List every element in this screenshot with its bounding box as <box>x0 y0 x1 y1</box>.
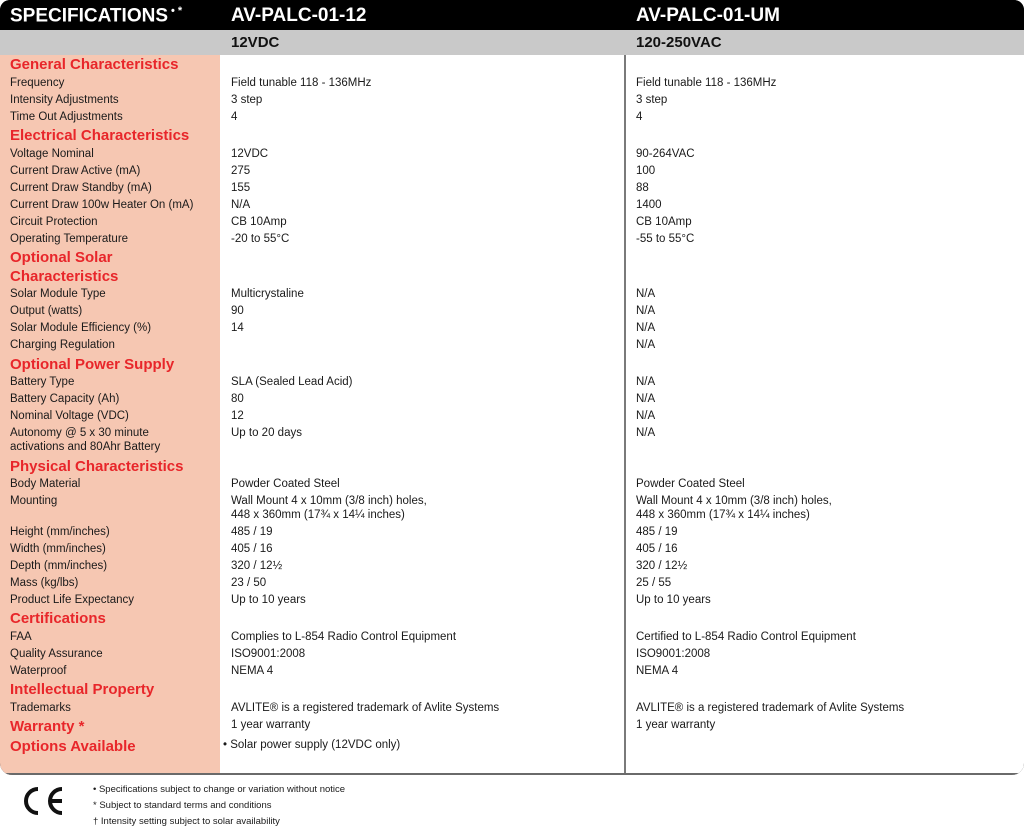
row-value-model1: Up to 10 years <box>231 594 306 606</box>
row-value-model2: Up to 10 years <box>636 594 711 606</box>
footnote-specifications: • Specifications subject to change or variation without notice <box>93 784 346 795</box>
row-value-model2: N/A <box>636 322 656 334</box>
row-value-model1: 14 <box>231 322 244 334</box>
section-solar-line1: Optional Solar <box>10 249 113 266</box>
model1-column <box>220 55 624 775</box>
row-value-model2: N/A <box>636 305 656 317</box>
row-label: Product Life Expectancy <box>10 594 135 606</box>
row-value-model2: N/A <box>636 376 656 388</box>
row-value-model1: CB 10Amp <box>231 216 287 228</box>
row-value-model1: 90 <box>231 305 244 317</box>
row-value-model2-continued: 448 x 360mm (17¾ x 14¼ inches) <box>636 509 810 521</box>
row-value-model2: CB 10Amp <box>636 216 692 228</box>
row-value-model2: Powder Coated Steel <box>636 478 745 490</box>
row-value-model1: 12VDC <box>231 148 269 160</box>
row-label: Waterproof <box>10 665 67 677</box>
row-label: Intensity Adjustments <box>10 94 119 106</box>
row-label: Height (mm/inches) <box>10 526 110 538</box>
row-value-model2: Certified to L-854 Radio Control Equipment <box>636 631 856 643</box>
ce-mark-icon <box>18 784 70 818</box>
row-value-model2: Field tunable 118 - 136MHz <box>636 77 777 89</box>
row-label: Output (watts) <box>10 305 83 317</box>
row-value-model2: 1400 <box>636 199 662 211</box>
row-value-model1-continued: 448 x 360mm (17¾ x 14¼ inches) <box>231 509 405 521</box>
row-label: Current Draw 100w Heater On (mA) <box>10 199 194 211</box>
row-label: Mounting <box>10 495 58 507</box>
model2-column <box>626 55 1024 775</box>
row-label: Frequency <box>10 77 65 89</box>
row-value-model1: Field tunable 118 - 136MHz <box>231 77 372 89</box>
model2-power: 120-250VAC <box>636 34 722 51</box>
row-label: Operating Temperature <box>10 233 129 245</box>
row-value-model1: Complies to L-854 Radio Control Equipment <box>231 631 457 643</box>
row-value-model2: 88 <box>636 182 649 194</box>
spec-title: SPECIFICATIONS • * <box>10 5 183 27</box>
row-label: FAA <box>10 631 32 643</box>
section-general: General Characteristics <box>10 56 179 73</box>
row-value-model1: -20 to 55°C <box>231 233 290 245</box>
section-options: Options Available <box>10 738 136 755</box>
row-label: Autonomy @ 5 x 30 minute <box>10 427 149 439</box>
row-label: Circuit Protection <box>10 216 98 228</box>
row-label: Current Draw Active (mA) <box>10 165 141 177</box>
row-value-model2: AVLITE® is a registered trademark of Avlite Systems <box>636 702 905 714</box>
row-label: Width (mm/inches) <box>10 543 106 555</box>
warranty-value-model1: 1 year warranty <box>231 719 311 731</box>
row-value-model2: Wall Mount 4 x 10mm (3/8 inch) holes, <box>636 495 832 507</box>
row-label: Time Out Adjustments <box>10 111 123 123</box>
row-value-model1: Up to 20 days <box>231 427 302 439</box>
row-value-model2: N/A <box>636 339 656 351</box>
row-label: Charging Regulation <box>10 339 115 351</box>
row-value-model2: -55 to 55°C <box>636 233 695 245</box>
row-value-model1: ISO9001:2008 <box>231 648 306 660</box>
option-item: • Solar power supply (12VDC only) <box>223 739 401 751</box>
row-label: Depth (mm/inches) <box>10 560 108 572</box>
section-warranty: Warranty * <box>10 718 85 735</box>
row-value-model2: NEMA 4 <box>636 665 679 677</box>
section-physical: Physical Characteristics <box>10 458 184 475</box>
section-certifications: Certifications <box>10 610 106 627</box>
row-value-model2: N/A <box>636 393 656 405</box>
row-label: Battery Type <box>10 376 75 388</box>
row-value-model1: Powder Coated Steel <box>231 478 340 490</box>
subheader-bar <box>0 30 1024 55</box>
row-value-model1: N/A <box>231 199 251 211</box>
row-label: Nominal Voltage (VDC) <box>10 410 129 422</box>
model2-name: AV-PALC-01-UM <box>636 5 780 26</box>
row-value-model2: 320 / 12½ <box>636 560 688 572</box>
row-label: Mass (kg/lbs) <box>10 577 79 589</box>
row-label: Quality Assurance <box>10 648 103 660</box>
section-electrical: Electrical Characteristics <box>10 127 190 144</box>
row-value-model1: AVLITE® is a registered trademark of Avlite Systems <box>231 702 500 714</box>
row-value-model1: 275 <box>231 165 251 177</box>
row-value-model1: 405 / 16 <box>231 543 273 555</box>
row-value-model1: 320 / 12½ <box>231 560 283 572</box>
row-value-model1: NEMA 4 <box>231 665 274 677</box>
row-value-model2: N/A <box>636 427 656 439</box>
row-value-model1: 155 <box>231 182 251 194</box>
row-value-model2: 4 <box>636 111 643 123</box>
row-label: Current Draw Standby (mA) <box>10 182 152 194</box>
footnote-intensity: † Intensity setting subject to solar availability <box>93 816 280 827</box>
row-value-model2: 100 <box>636 165 656 177</box>
section-power-supply: Optional Power Supply <box>10 356 175 373</box>
row-value-model1: 80 <box>231 393 244 405</box>
row-label: Voltage Nominal <box>10 148 94 160</box>
row-label: Battery Capacity (Ah) <box>10 393 120 405</box>
row-value-model1: Wall Mount 4 x 10mm (3/8 inch) holes, <box>231 495 427 507</box>
row-label: Solar Module Type <box>10 288 106 300</box>
section-solar-line2: Characteristics <box>10 268 119 285</box>
row-value-model2: 485 / 19 <box>636 526 678 538</box>
model1-power: 12VDC <box>231 34 280 51</box>
row-label: Trademarks <box>10 702 71 714</box>
row-value-model1: SLA (Sealed Lead Acid) <box>231 376 353 388</box>
table-bottom-border <box>0 773 1024 775</box>
row-value-model1: 23 / 50 <box>231 577 267 589</box>
model1-name: AV-PALC-01-12 <box>231 5 367 26</box>
row-value-model1: 4 <box>231 111 238 123</box>
title-marks: • * <box>171 5 183 17</box>
row-label-continued: activations and 80Ahr Battery <box>10 441 161 453</box>
row-value-model2: 3 step <box>636 94 668 106</box>
row-value-model2: 405 / 16 <box>636 543 678 555</box>
footnote-terms: * Subject to standard terms and conditions <box>93 800 272 811</box>
row-value-model2: 90-264VAC <box>636 148 695 160</box>
warranty-value-model2: 1 year warranty <box>636 719 716 731</box>
row-label: Solar Module Efficiency (%) <box>10 322 152 334</box>
row-value-model2: ISO9001:2008 <box>636 648 711 660</box>
row-value-model2: 25 / 55 <box>636 577 672 589</box>
row-value-model2: N/A <box>636 288 656 300</box>
section-intellectual-property: Intellectual Property <box>10 681 155 698</box>
row-value-model1: 3 step <box>231 94 263 106</box>
row-value-model1: Multicrystaline <box>231 288 304 300</box>
row-value-model2: N/A <box>636 410 656 422</box>
row-label: Body Material <box>10 478 81 490</box>
row-value-model1: 485 / 19 <box>231 526 273 538</box>
row-value-model1: 12 <box>231 410 244 422</box>
